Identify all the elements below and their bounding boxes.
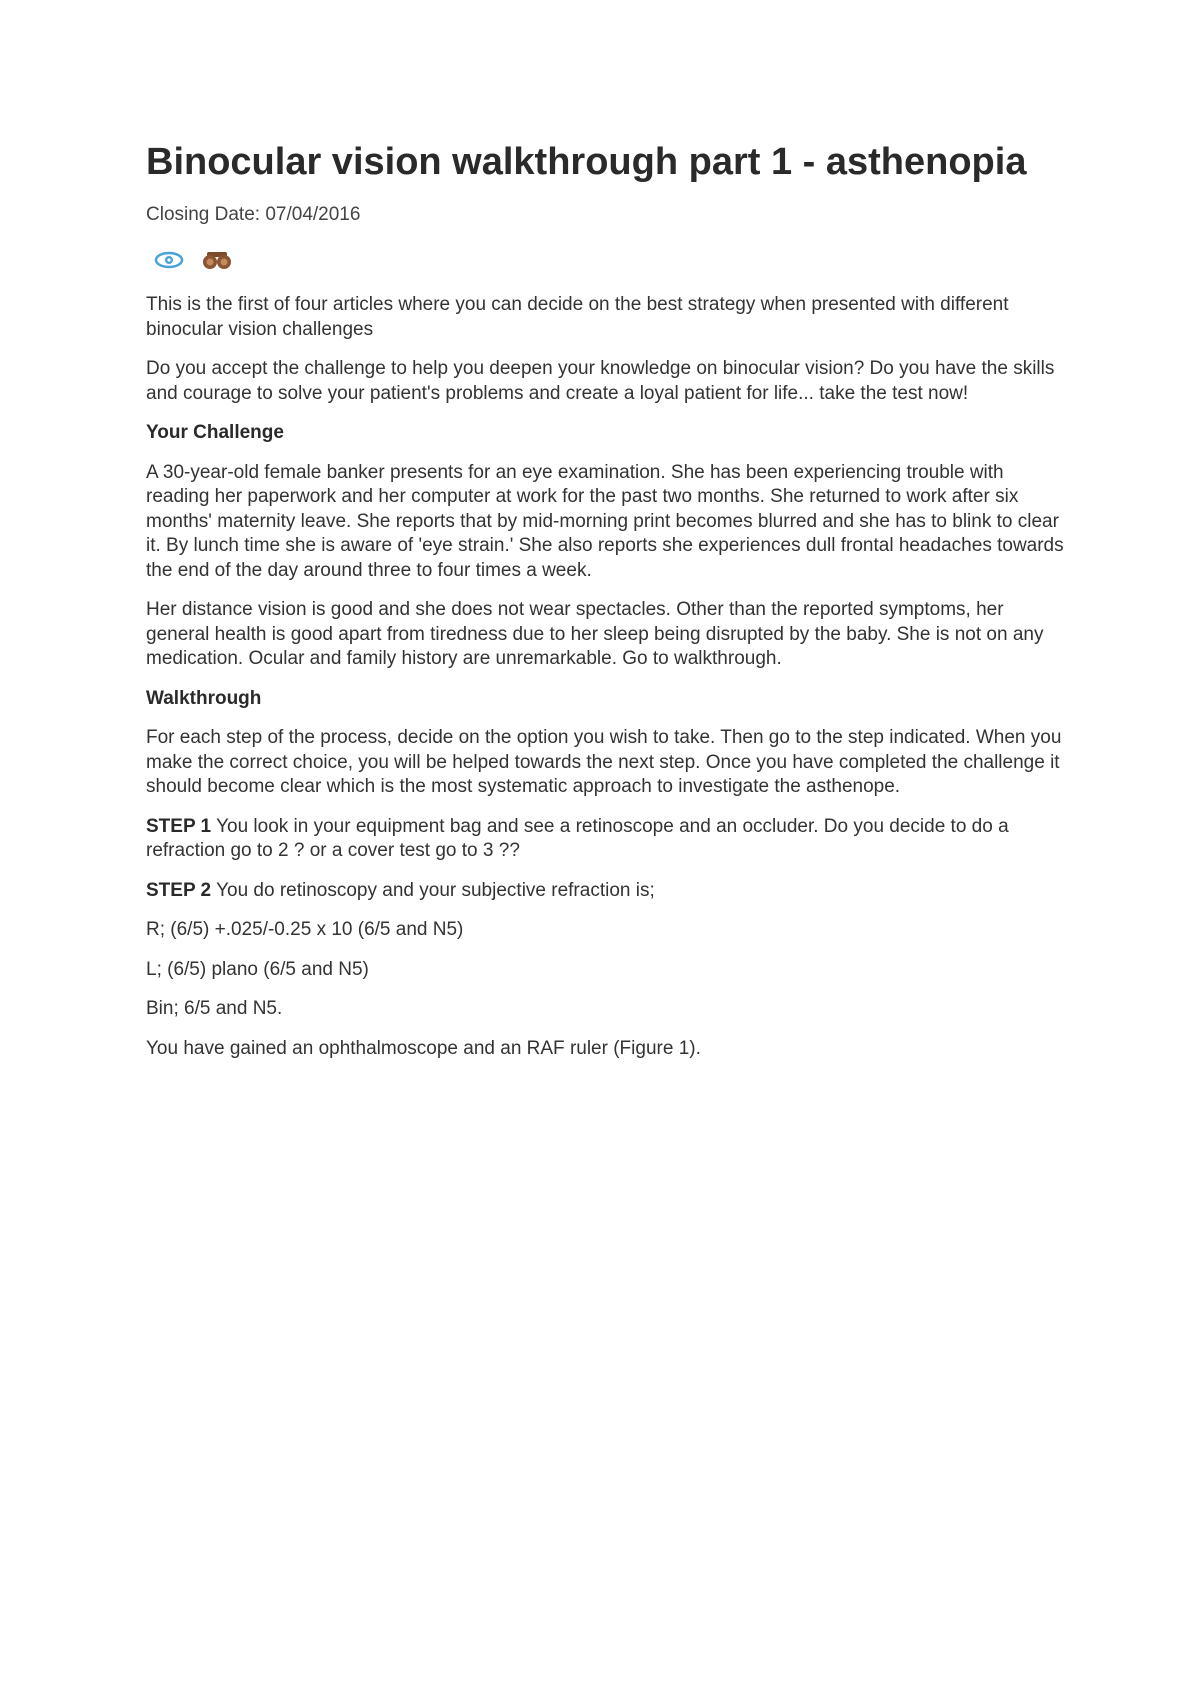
walkthrough-heading: Walkthrough bbox=[146, 687, 262, 709]
step-2 bbox=[146, 879, 1066, 904]
binoculars-icon[interactable] bbox=[200, 247, 234, 273]
category-icons bbox=[152, 245, 1066, 275]
article bbox=[146, 140, 1066, 1076]
step-2-label: STEP 2 bbox=[146, 879, 212, 901]
intro-paragraph-1: This is the first of four articles where you can decide on the best strategy when presented with different binocular vision challenges bbox=[146, 294, 1009, 340]
step-1-label: STEP 1 bbox=[146, 815, 212, 837]
refraction-right: R; (6/5) +.025/-0.25 x 10 (6/5 and N5) bbox=[146, 919, 464, 940]
challenge-heading: Your Challenge bbox=[146, 422, 284, 443]
step-1 bbox=[146, 815, 1066, 864]
intro-paragraph-2: Do you accept the challenge to help you deepen your knowledge on binocular vision? Do you have the skills and courage to solve your patient's problems and create a loyal patient for life... take the test now! bbox=[146, 358, 1055, 404]
page-title: Binocular vision walkthrough part 1 - asthenopia bbox=[146, 141, 1027, 183]
eye-icon[interactable] bbox=[152, 247, 186, 273]
step-1-text: You look in your equipment bag and see a retinoscope and an occluder. Do you decide to do a refraction go to 2 ? or a cover test go to 3 ?? bbox=[146, 815, 1009, 861]
challenge-paragraph-2: Her distance vision is good and she does not wear spectacles. Other than the reported symptoms, her general health is good apart from tiredness due to her sleep being disrupted by the baby. She is not on any medication. Ocular and family history are unremarkable. Go to walkthrough. bbox=[146, 599, 1044, 669]
closing-date: Closing Date: 07/04/2016 bbox=[146, 204, 361, 225]
walkthrough-paragraph: For each step of the process, decide on the option you wish to take. Then go to the step indicated. When you make the correct choice, you will be helped towards the next step. Once you have completed the challenge it should become clear which is the most systematic approach to investigate the asthenope. bbox=[146, 727, 1062, 797]
refraction-left: L; (6/5) plano (6/5 and N5) bbox=[146, 958, 369, 980]
gained-equipment: You have gained an ophthalmoscope and an RAF ruler (Figure 1). bbox=[146, 1037, 701, 1059]
challenge-paragraph-1: A 30-year-old female banker presents for an eye examination. She has been experiencing trouble with reading her paperwork and her computer at work for the past two months. She returned to work after six months' maternity leave. She reports that by mid-morning print becomes blurred and she has to blink to clear it. By lunch time she is aware of 'eye strain.' She also reports she experiences dull frontal headaches towards the end of the day around three to four times a week. bbox=[146, 461, 1064, 581]
refraction-binocular: Bin; 6/5 and N5. bbox=[146, 998, 283, 1019]
step-2-text: You do retinoscopy and your subjective refraction is; bbox=[211, 879, 655, 901]
